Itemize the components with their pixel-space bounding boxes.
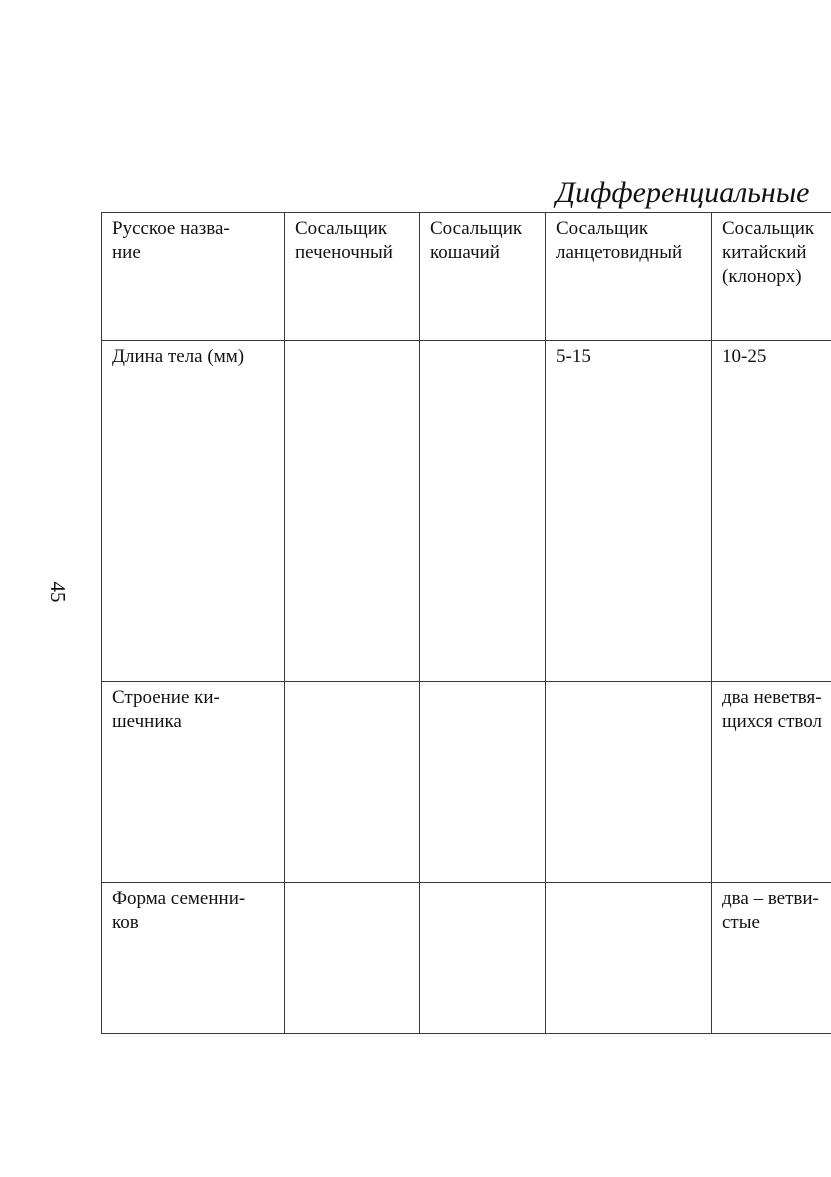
row-label: Форма семенни- ков — [102, 883, 285, 1034]
table-row — [102, 883, 831, 1034]
table-cell — [285, 341, 420, 682]
header-cell-cat-fluke: Сосальщик кошачий — [420, 213, 546, 341]
table-title: Дифференциальные — [556, 176, 810, 209]
header-cell-chinese-fluke: Сосальщик китайский (клонорх) — [712, 213, 831, 341]
table-cell — [546, 682, 712, 883]
table-cell: 5-15 — [546, 341, 712, 682]
table-cell — [285, 883, 420, 1034]
table-header-row — [102, 213, 831, 341]
table-cell — [285, 682, 420, 883]
table-cell — [420, 883, 546, 1034]
table-cell: 10-25 — [712, 341, 831, 682]
table-cell: два – ветви- стые — [712, 883, 831, 1034]
row-label: Длина тела (мм) — [102, 341, 285, 682]
table-cell: два неветвя- щихся ствол — [712, 682, 831, 883]
table-row — [102, 341, 831, 682]
table-cell — [546, 883, 712, 1034]
page-number: 45 — [46, 581, 70, 603]
table-cell — [420, 341, 546, 682]
header-cell-lancet-fluke: Сосальщик ланцетовидный — [546, 213, 712, 341]
table-row — [102, 682, 831, 883]
header-cell-liver-fluke: Сосальщик печеночный — [285, 213, 420, 341]
header-cell-russian-name: Русское назва- ние — [102, 213, 285, 341]
differential-table — [101, 212, 831, 1034]
row-label: Строение ки- шечника — [102, 682, 285, 883]
table-cell — [420, 682, 546, 883]
